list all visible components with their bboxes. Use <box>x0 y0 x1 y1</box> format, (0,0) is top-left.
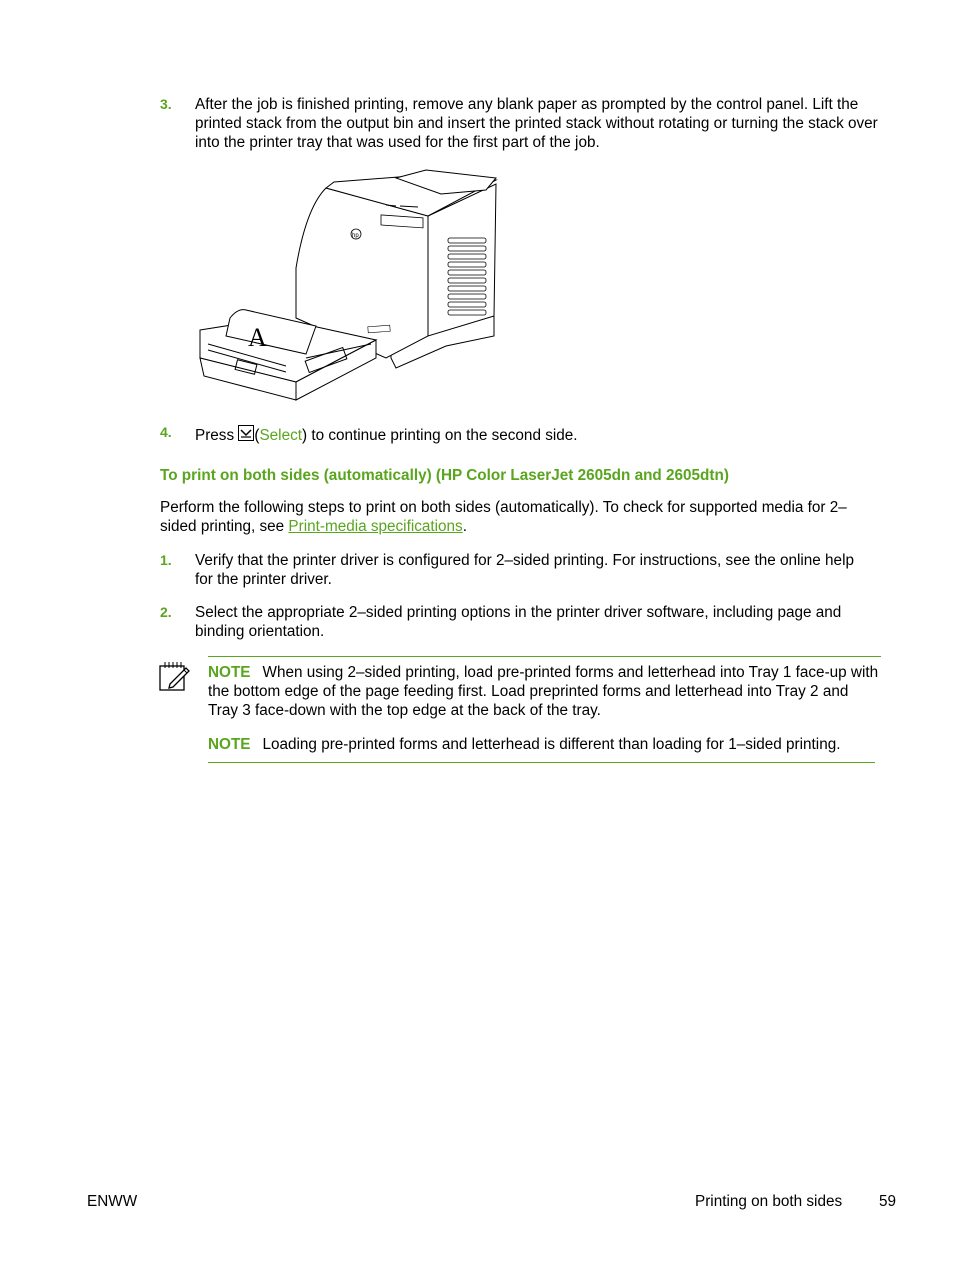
note-1-text: When using 2–sided printing, load pre-printed forms and letterhead into Tray 1 face-up with the bottom edge of the page feeding first. Load preprinted forms and letterhead into Tray 2 and Tray 3 face-down with the top edge at the back of the tray. <box>208 664 879 719</box>
note-2-text: Loading pre-printed forms and letterhead is different than loading for 1–sided printing. <box>262 736 841 753</box>
step-3-number: 3. <box>160 96 172 112</box>
note-icon <box>158 660 192 692</box>
step-4-rest: ) to continue printing on the second side. <box>301 427 578 444</box>
step-2-text: Select the appropriate 2–sided printing options in the printer driver software, including page and binding orientation. <box>195 604 842 640</box>
footer-left: ENWW <box>87 1193 138 1210</box>
paper-letter: A <box>248 323 267 352</box>
note-bottom-rule <box>208 762 875 763</box>
note-2-label: NOTE <box>208 736 251 753</box>
step-4-text <box>195 425 885 445</box>
printer-drawing <box>196 168 500 404</box>
note-2 <box>208 735 898 754</box>
intro-end: . <box>462 518 467 535</box>
page-number: 59 <box>879 1193 897 1210</box>
intro-paragraph <box>160 498 875 536</box>
step-4-open-paren: ( <box>254 427 260 444</box>
hp-logo: hp <box>352 233 359 239</box>
note-1-label: NOTE <box>208 664 251 681</box>
step-4-number: 4. <box>160 424 172 440</box>
select-button-label: Select <box>259 427 302 444</box>
step-2-number: 2. <box>160 604 172 620</box>
footer-section: Printing on both sides <box>695 1193 843 1210</box>
note-top-rule <box>208 656 881 657</box>
step-1-text: Verify that the printer driver is configured for 2–sided printing. For instructions, see the online help for the printer driver. <box>195 552 854 588</box>
select-key-icon <box>238 425 254 441</box>
intro-text: Perform the following steps to print on both sides (automatically). To check for supported media for 2–sided printing, see <box>160 499 847 535</box>
section-heading: To print on both sides (automatically) (HP Color LaserJet 2605dn and 2605dtn) <box>160 467 729 484</box>
print-media-specifications-link[interactable]: Print-media specifications <box>288 518 463 535</box>
step-4-press: Press <box>195 427 235 444</box>
printer-illustration <box>196 168 500 404</box>
step-3-text: After the job is finished printing, remove any blank paper as prompted by the control panel. Lift the printed stack from the output bin and insert the printed stack without rotating or turning the stack over into the printer tray that was used for the first part of the job. <box>195 96 878 151</box>
step-1-number: 1. <box>160 552 172 568</box>
note-1 <box>208 663 880 720</box>
